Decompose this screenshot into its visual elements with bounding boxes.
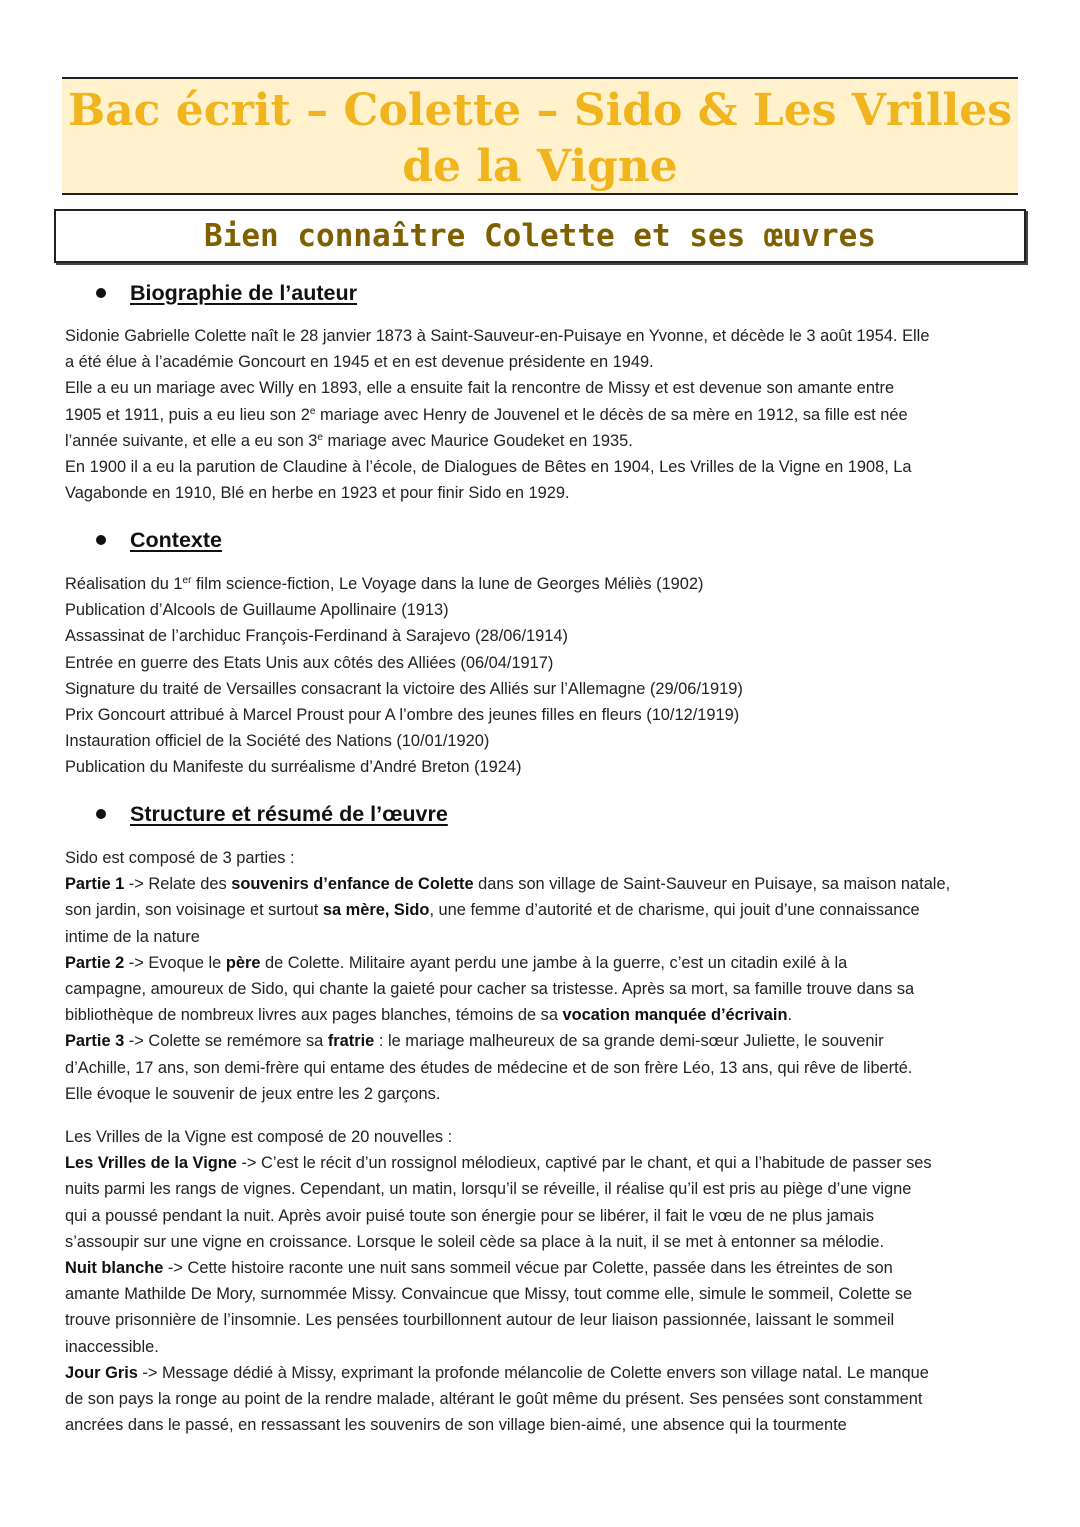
nouvelle-vrilles-cont: qui a poussé pendant la nuit. Après avoir puisé toute son énergie pour se libérer, il fait le vœu de ne plus jamais — [65, 1206, 875, 1225]
text-line: a été élue à l’académie Goncourt en 1945 et en est devenue présidente en 1949. — [65, 353, 654, 372]
text-line: Elle a eu un mariage avec Willy en 1893, elle a ensuite fait la rencontre de Missy et est devenue son amante entre — [65, 379, 895, 398]
list-item: Instauration officiel de la Société des Nations (10/01/1920) — [65, 732, 490, 751]
section-title-biographie: Biographie de l’auteur — [130, 280, 357, 305]
section-heading-contexte — [96, 525, 222, 555]
list-item: Prix Goncourt attribué à Marcel Proust pour A l’ombre des jeunes filles en fleurs (10/12/1919) — [65, 706, 740, 725]
list-item: Signature du traité de Versailles consacrant la victoire des Alliés sur l’Allemagne (29/06/1919) — [65, 679, 743, 698]
section-title-contexte: Contexte — [130, 527, 222, 552]
partie-1-cont: son jardin, son voisinage et surtout sa mère, Sido, une femme d’autorité et de charisme, qui jouit d’une connaissance — [65, 901, 920, 920]
section-title-structure: Structure et résumé de l’œuvre — [130, 801, 448, 826]
nouvelle-nuit-blanche-cont: amante Mathilde De Mory, surnommée Missy. Convaincue que Missy, tout comme elle, simule le sommeil, Colette se — [65, 1285, 913, 1304]
partie-3-cont: Elle évoque le souvenir de jeux entre les 2 garçons. — [65, 1084, 441, 1103]
partie-2: Partie 2 -> Evoque le père de Colette. Militaire ayant perdu une jambe à la guerre, c’est un citadin exilé à la — [65, 953, 848, 972]
list-item: Entrée en guerre des Etats Unis aux côtés des Alliées (06/04/1917) — [65, 653, 554, 672]
biographie-text — [65, 323, 1025, 506]
nouvelle-vrilles: Les Vrilles de la Vigne -> C’est le récit d’un rossignol mélodieux, captivé par le chant, et qui a l’habitude de passer ses — [65, 1154, 932, 1173]
nouvelle-jour-gris: Jour Gris -> Message dédié à Missy, exprimant la profonde mélancolie de Colette envers son village natal. Le manque — [65, 1363, 929, 1382]
nouvelle-nuit-blanche-cont: trouve prisonnière de l’insomnie. Les pensées tourbillonnent autour de leur liaison passionnée, laissant le sommeil — [65, 1311, 895, 1330]
vrilles-intro: Les Vrilles de la Vigne est composé de 20 nouvelles : — [65, 1128, 453, 1146]
nouvelle-jour-gris-cont: ancrées dans le passé, en ressassant les souvenirs de son village bien-aimé, une absence qui la tourmente — [65, 1416, 847, 1435]
bullet-icon — [96, 809, 106, 819]
list-item: Assassinat de l’archiduc François-Ferdinand à Sarajevo (28/06/1914) — [65, 627, 568, 646]
structure-sido-text — [65, 845, 1025, 1107]
subtitle-box — [54, 209, 1026, 263]
list-item: Réalisation du 1er film science-fiction, Le Voyage dans la lune de Georges Méliès (1902) — [65, 575, 704, 593]
partie-3-cont: d’Achille, 17 ans, son demi-frère qui entame des études de médecine et de son frère Léo, 13 ans, qui rêve de liberté. — [65, 1058, 913, 1077]
document-subtitle: Bien connaître Colette et ses œuvres — [204, 218, 876, 254]
list-item: Publication du Manifeste du surréalisme d’André Breton (1924) — [65, 758, 522, 777]
title-line-1: Bac écrit – Colette – Sido & Les Vrilles — [67, 85, 1013, 136]
contexte-list — [65, 571, 1025, 781]
nouvelle-vrilles-cont: nuits parmi les rangs de vignes. Cependant, un matin, lorsqu’il se réveille, il réalise qu’il est pris au piège d’une vigne — [65, 1180, 912, 1199]
sido-intro: Sido est composé de 3 parties : — [65, 849, 295, 867]
title-banner — [62, 77, 1018, 195]
bullet-icon — [96, 535, 106, 545]
partie-1-cont: intime de la nature — [65, 927, 200, 946]
bullet-icon — [96, 288, 106, 298]
list-item: Publication d’Alcools de Guillaume Apollinaire (1913) — [65, 601, 449, 620]
section-heading-biographie — [96, 278, 357, 308]
text-line: l’année suivante, et elle a eu son 3e mariage avec Maurice Goudeket en 1935. — [65, 431, 633, 450]
title-line-2: de la Vigne — [402, 141, 678, 192]
section-heading-structure — [96, 799, 448, 829]
partie-3: Partie 3 -> Colette se remémore sa fratrie : le mariage malheureux de sa grande demi-sœur Juliette, le souvenir — [65, 1032, 884, 1051]
nouvelle-vrilles-cont: s’assoupir sur une vigne en croissance. Lorsque le soleil cède sa place à la nuit, il se met à entonner sa mélodie. — [65, 1232, 885, 1251]
partie-1: Partie 1 -> Relate des souvenirs d’enfance de Colette dans son village de Saint-Sauveur en Puisaye, sa maison natale, — [65, 875, 951, 894]
nouvelle-nuit-blanche-cont: inaccessible. — [65, 1337, 159, 1356]
nouvelle-jour-gris-cont: de son pays la ronge au point de la rendre malade, altérant le goût même du présent. Ses pensées sont constamment — [65, 1390, 923, 1409]
document-title — [62, 79, 1018, 195]
text-line: En 1900 il a eu la parution de Claudine à l’école, de Dialogues de Bêtes en 1904, Les Vrilles de la Vigne en 1908, La — [65, 458, 912, 477]
text-line: 1905 et 1911, puis a eu lieu son 2e mariage avec Henry de Jouvenel et le décès de sa mère en 1912, sa fille est née — [65, 405, 908, 424]
partie-2-cont: campagne, amoureux de Sido, qui chante la gaieté pour cacher sa tristesse. Après sa mort, sa famille trouve dans sa — [65, 980, 915, 999]
text-line: Sidonie Gabrielle Colette naît le 28 janvier 1873 à Saint-Sauveur-en-Puisaye en Yvonne, et décède le 3 août 1954. Elle — [65, 327, 930, 345]
nouvelle-nuit-blanche: Nuit blanche -> Cette histoire raconte une nuit sans sommeil vécue par Colette, passée dans les étreintes de son — [65, 1259, 893, 1278]
partie-2-cont: bibliothèque de nombreux livres aux pages blanches, témoins de sa vocation manquée d’écrivain. — [65, 1006, 793, 1025]
structure-vrilles-text — [65, 1124, 1025, 1438]
text-line: Vagabonde en 1910, Blé en herbe en 1923 et pour finir Sido en 1929. — [65, 484, 570, 503]
